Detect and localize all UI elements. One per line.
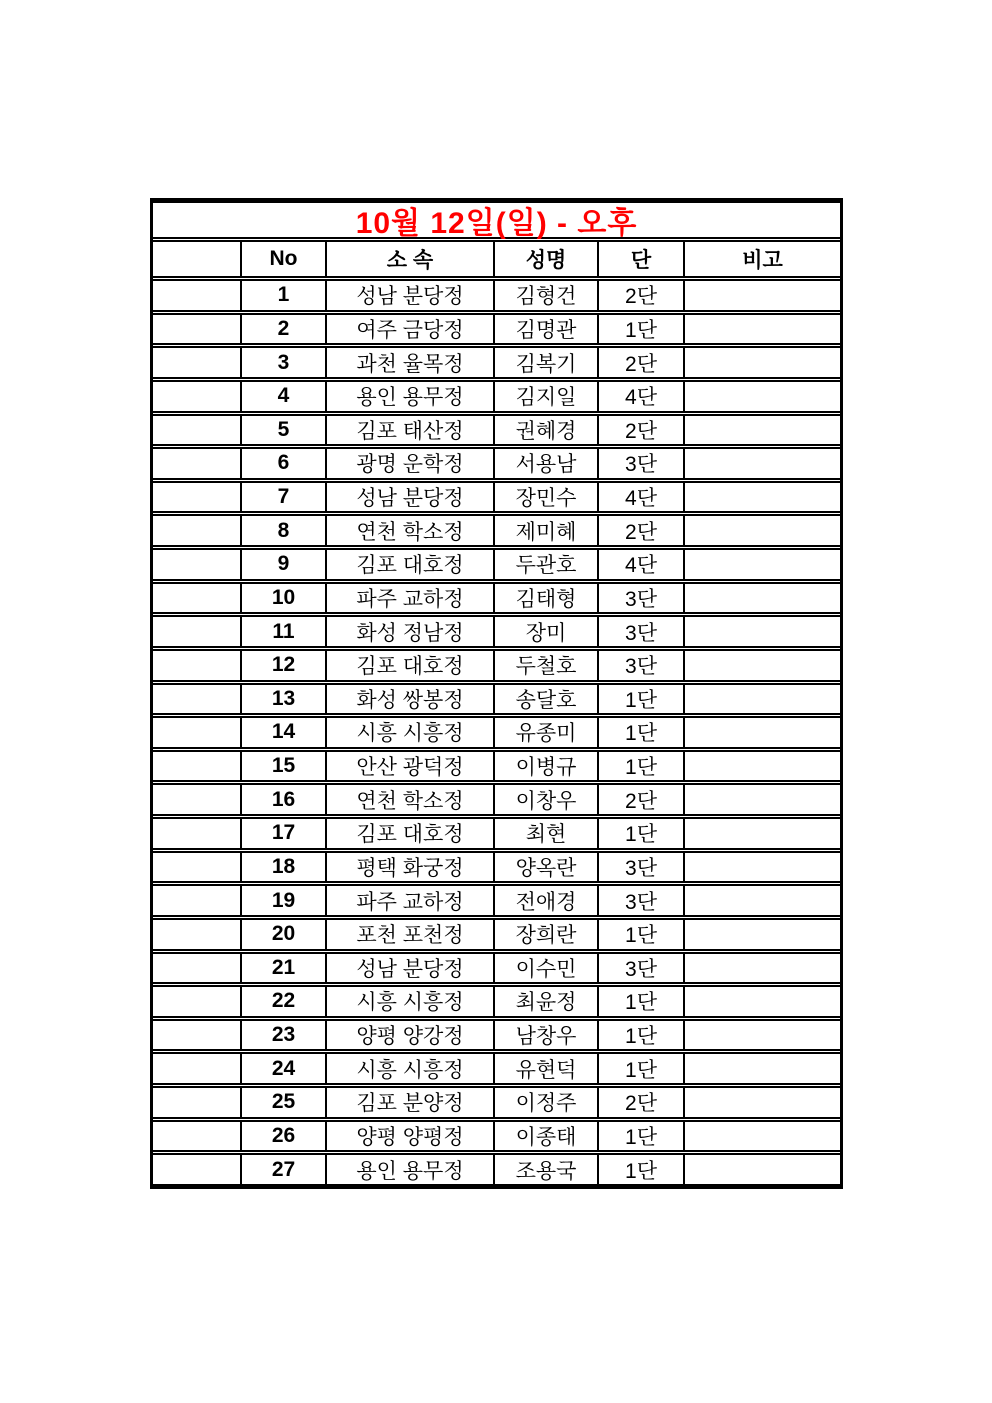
cell-name: 김지일 [495,382,599,411]
cell-note [685,853,840,882]
cell-note [685,718,840,747]
table-row [153,851,840,884]
header-blank [153,242,242,276]
cell-name: 이종태 [495,1122,599,1151]
cell-no: 13 [242,685,327,714]
cell-blank [153,752,242,781]
cell-affiliation: 용인 용무정 [327,1155,495,1184]
cell-blank [153,550,242,579]
header-affiliation: 소 속 [327,242,495,276]
cell-dan: 4단 [599,550,685,579]
cell-no: 6 [242,449,327,478]
cell-affiliation: 시흥 시흥정 [327,987,495,1016]
cell-note [685,785,840,814]
table-row [153,1019,840,1052]
cell-no: 4 [242,382,327,411]
cell-name: 권혜경 [495,416,599,445]
cell-note [685,315,840,344]
cell-name: 남창우 [495,1021,599,1050]
cell-blank [153,920,242,949]
table-row [153,346,840,379]
cell-name: 제미혜 [495,516,599,545]
cell-no: 22 [242,987,327,1016]
cell-no: 8 [242,516,327,545]
attendance-table [150,198,843,1189]
table-row [153,1086,840,1119]
cell-name: 김복기 [495,348,599,377]
cell-blank [153,516,242,545]
cell-no: 1 [242,281,327,310]
cell-affiliation: 평택 화궁정 [327,853,495,882]
table-row [153,918,840,951]
cell-note [685,1122,840,1151]
cell-no: 11 [242,617,327,646]
cell-blank [153,954,242,983]
cell-note [685,1054,840,1083]
cell-note [685,281,840,310]
cell-no: 16 [242,785,327,814]
cell-blank [153,1021,242,1050]
cell-dan: 4단 [599,382,685,411]
cell-name: 양옥란 [495,853,599,882]
cell-name: 장민수 [495,483,599,512]
table-row [153,750,840,783]
cell-dan: 2단 [599,785,685,814]
cell-note [685,752,840,781]
cell-affiliation: 성남 분당정 [327,483,495,512]
cell-dan: 1단 [599,920,685,949]
table-row [153,514,840,547]
table-row [153,716,840,749]
cell-affiliation: 양평 양평정 [327,1122,495,1151]
cell-dan: 2단 [599,281,685,310]
cell-name: 송달호 [495,685,599,714]
cell-affiliation: 연천 학소정 [327,516,495,545]
cell-dan: 1단 [599,685,685,714]
table-row [153,380,840,413]
cell-affiliation: 김포 대호정 [327,550,495,579]
cell-blank [153,785,242,814]
cell-dan: 1단 [599,752,685,781]
cell-affiliation: 포천 포천정 [327,920,495,949]
cell-note [685,987,840,1016]
table-row [153,313,840,346]
cell-note [685,550,840,579]
cell-blank [153,1122,242,1151]
cell-note [685,685,840,714]
cell-no: 5 [242,416,327,445]
cell-note [685,584,840,613]
cell-affiliation: 파주 교하정 [327,584,495,613]
cell-affiliation: 파주 교하정 [327,886,495,915]
cell-blank [153,886,242,915]
cell-affiliation: 용인 용무정 [327,382,495,411]
cell-dan: 1단 [599,315,685,344]
table-row [153,279,840,312]
cell-no: 9 [242,550,327,579]
cell-note [685,617,840,646]
cell-note [685,516,840,545]
cell-dan: 1단 [599,819,685,848]
cell-no: 24 [242,1054,327,1083]
cell-affiliation: 김포 분양정 [327,1088,495,1117]
cell-name: 두관호 [495,550,599,579]
cell-affiliation: 양평 양강정 [327,1021,495,1050]
cell-note [685,1088,840,1117]
cell-no: 7 [242,483,327,512]
cell-name: 김형건 [495,281,599,310]
cell-dan: 3단 [599,651,685,680]
cell-name: 김태형 [495,584,599,613]
cell-affiliation: 안산 광덕정 [327,752,495,781]
cell-blank [153,416,242,445]
cell-dan: 3단 [599,449,685,478]
cell-affiliation: 김포 태산정 [327,416,495,445]
cell-affiliation: 여주 금당정 [327,315,495,344]
cell-note [685,382,840,411]
cell-note [685,449,840,478]
cell-name: 이병규 [495,752,599,781]
cell-dan: 1단 [599,718,685,747]
cell-name: 이창우 [495,785,599,814]
cell-blank [153,718,242,747]
table-row [153,1153,840,1186]
cell-name: 최현 [495,819,599,848]
cell-affiliation: 화성 정남정 [327,617,495,646]
cell-affiliation: 시흥 시흥정 [327,718,495,747]
cell-name: 김명관 [495,315,599,344]
cell-blank [153,382,242,411]
cell-dan: 3단 [599,617,685,646]
cell-blank [153,1054,242,1083]
table-row [153,615,840,648]
cell-name: 서용남 [495,449,599,478]
cell-no: 10 [242,584,327,613]
cell-note [685,819,840,848]
cell-note [685,483,840,512]
cell-blank [153,449,242,478]
table-row [153,952,840,985]
cell-name: 두철호 [495,651,599,680]
cell-affiliation: 성남 분당정 [327,954,495,983]
cell-dan: 1단 [599,1021,685,1050]
cell-no: 19 [242,886,327,915]
cell-no: 17 [242,819,327,848]
table-row [153,817,840,850]
cell-note [685,1021,840,1050]
table-row [153,649,840,682]
cell-name: 조용국 [495,1155,599,1184]
table-row [153,985,840,1018]
cell-note [685,1155,840,1184]
cell-name: 유종미 [495,718,599,747]
cell-note [685,920,840,949]
cell-name: 이정주 [495,1088,599,1117]
cell-blank [153,1088,242,1117]
cell-name: 전애경 [495,886,599,915]
cell-dan: 3단 [599,886,685,915]
table-row [153,582,840,615]
table-row [153,683,840,716]
header-dan: 단 [599,242,685,276]
cell-affiliation: 광명 운학정 [327,449,495,478]
cell-no: 12 [242,651,327,680]
table-title-row [153,201,840,239]
cell-blank [153,281,242,310]
table-row [153,548,840,581]
cell-affiliation: 김포 대호정 [327,651,495,680]
cell-blank [153,651,242,680]
cell-dan: 2단 [599,516,685,545]
cell-affiliation: 연천 학소정 [327,785,495,814]
cell-no: 20 [242,920,327,949]
cell-dan: 2단 [599,1088,685,1117]
cell-dan: 3단 [599,853,685,882]
cell-blank [153,987,242,1016]
cell-no: 14 [242,718,327,747]
cell-note [685,886,840,915]
cell-name: 장미 [495,617,599,646]
cell-name: 최윤정 [495,987,599,1016]
cell-blank [153,483,242,512]
table-row [153,414,840,447]
table-header-row [153,240,840,278]
cell-name: 장희란 [495,920,599,949]
table-row [153,1120,840,1153]
cell-note [685,651,840,680]
cell-dan: 2단 [599,348,685,377]
table-row [153,447,840,480]
cell-no: 27 [242,1155,327,1184]
cell-no: 18 [242,853,327,882]
cell-no: 21 [242,954,327,983]
cell-dan: 3단 [599,954,685,983]
cell-blank [153,584,242,613]
cell-note [685,954,840,983]
cell-no: 26 [242,1122,327,1151]
cell-no: 3 [242,348,327,377]
cell-affiliation: 성남 분당정 [327,281,495,310]
cell-no: 2 [242,315,327,344]
cell-blank [153,617,242,646]
header-note: 비고 [742,249,783,272]
cell-dan: 1단 [599,1122,685,1151]
table-row [153,1052,840,1085]
cell-blank [153,685,242,714]
table-row [153,884,840,917]
cell-dan: 1단 [599,1054,685,1083]
cell-name: 이수민 [495,954,599,983]
cell-no: 15 [242,752,327,781]
cell-dan: 1단 [599,1155,685,1184]
cell-blank [153,853,242,882]
cell-note [685,348,840,377]
cell-blank [153,1155,242,1184]
cell-affiliation: 화성 쌍봉정 [327,685,495,714]
cell-dan: 2단 [599,416,685,445]
header-name: 성명 [495,242,599,276]
table-row [153,783,840,816]
cell-name: 유현덕 [495,1054,599,1083]
table-title: 10월 12일(일) - 오후 [355,207,638,240]
cell-affiliation: 시흥 시흥정 [327,1054,495,1083]
cell-blank [153,315,242,344]
cell-no: 23 [242,1021,327,1050]
table-row [153,481,840,514]
cell-dan: 3단 [599,584,685,613]
cell-affiliation: 김포 대호정 [327,819,495,848]
cell-affiliation: 과천 율목정 [327,348,495,377]
cell-note [685,416,840,445]
cell-dan: 1단 [599,987,685,1016]
cell-blank [153,819,242,848]
cell-no: 25 [242,1088,327,1117]
cell-blank [153,348,242,377]
cell-dan: 4단 [599,483,685,512]
header-no: No [242,242,327,276]
